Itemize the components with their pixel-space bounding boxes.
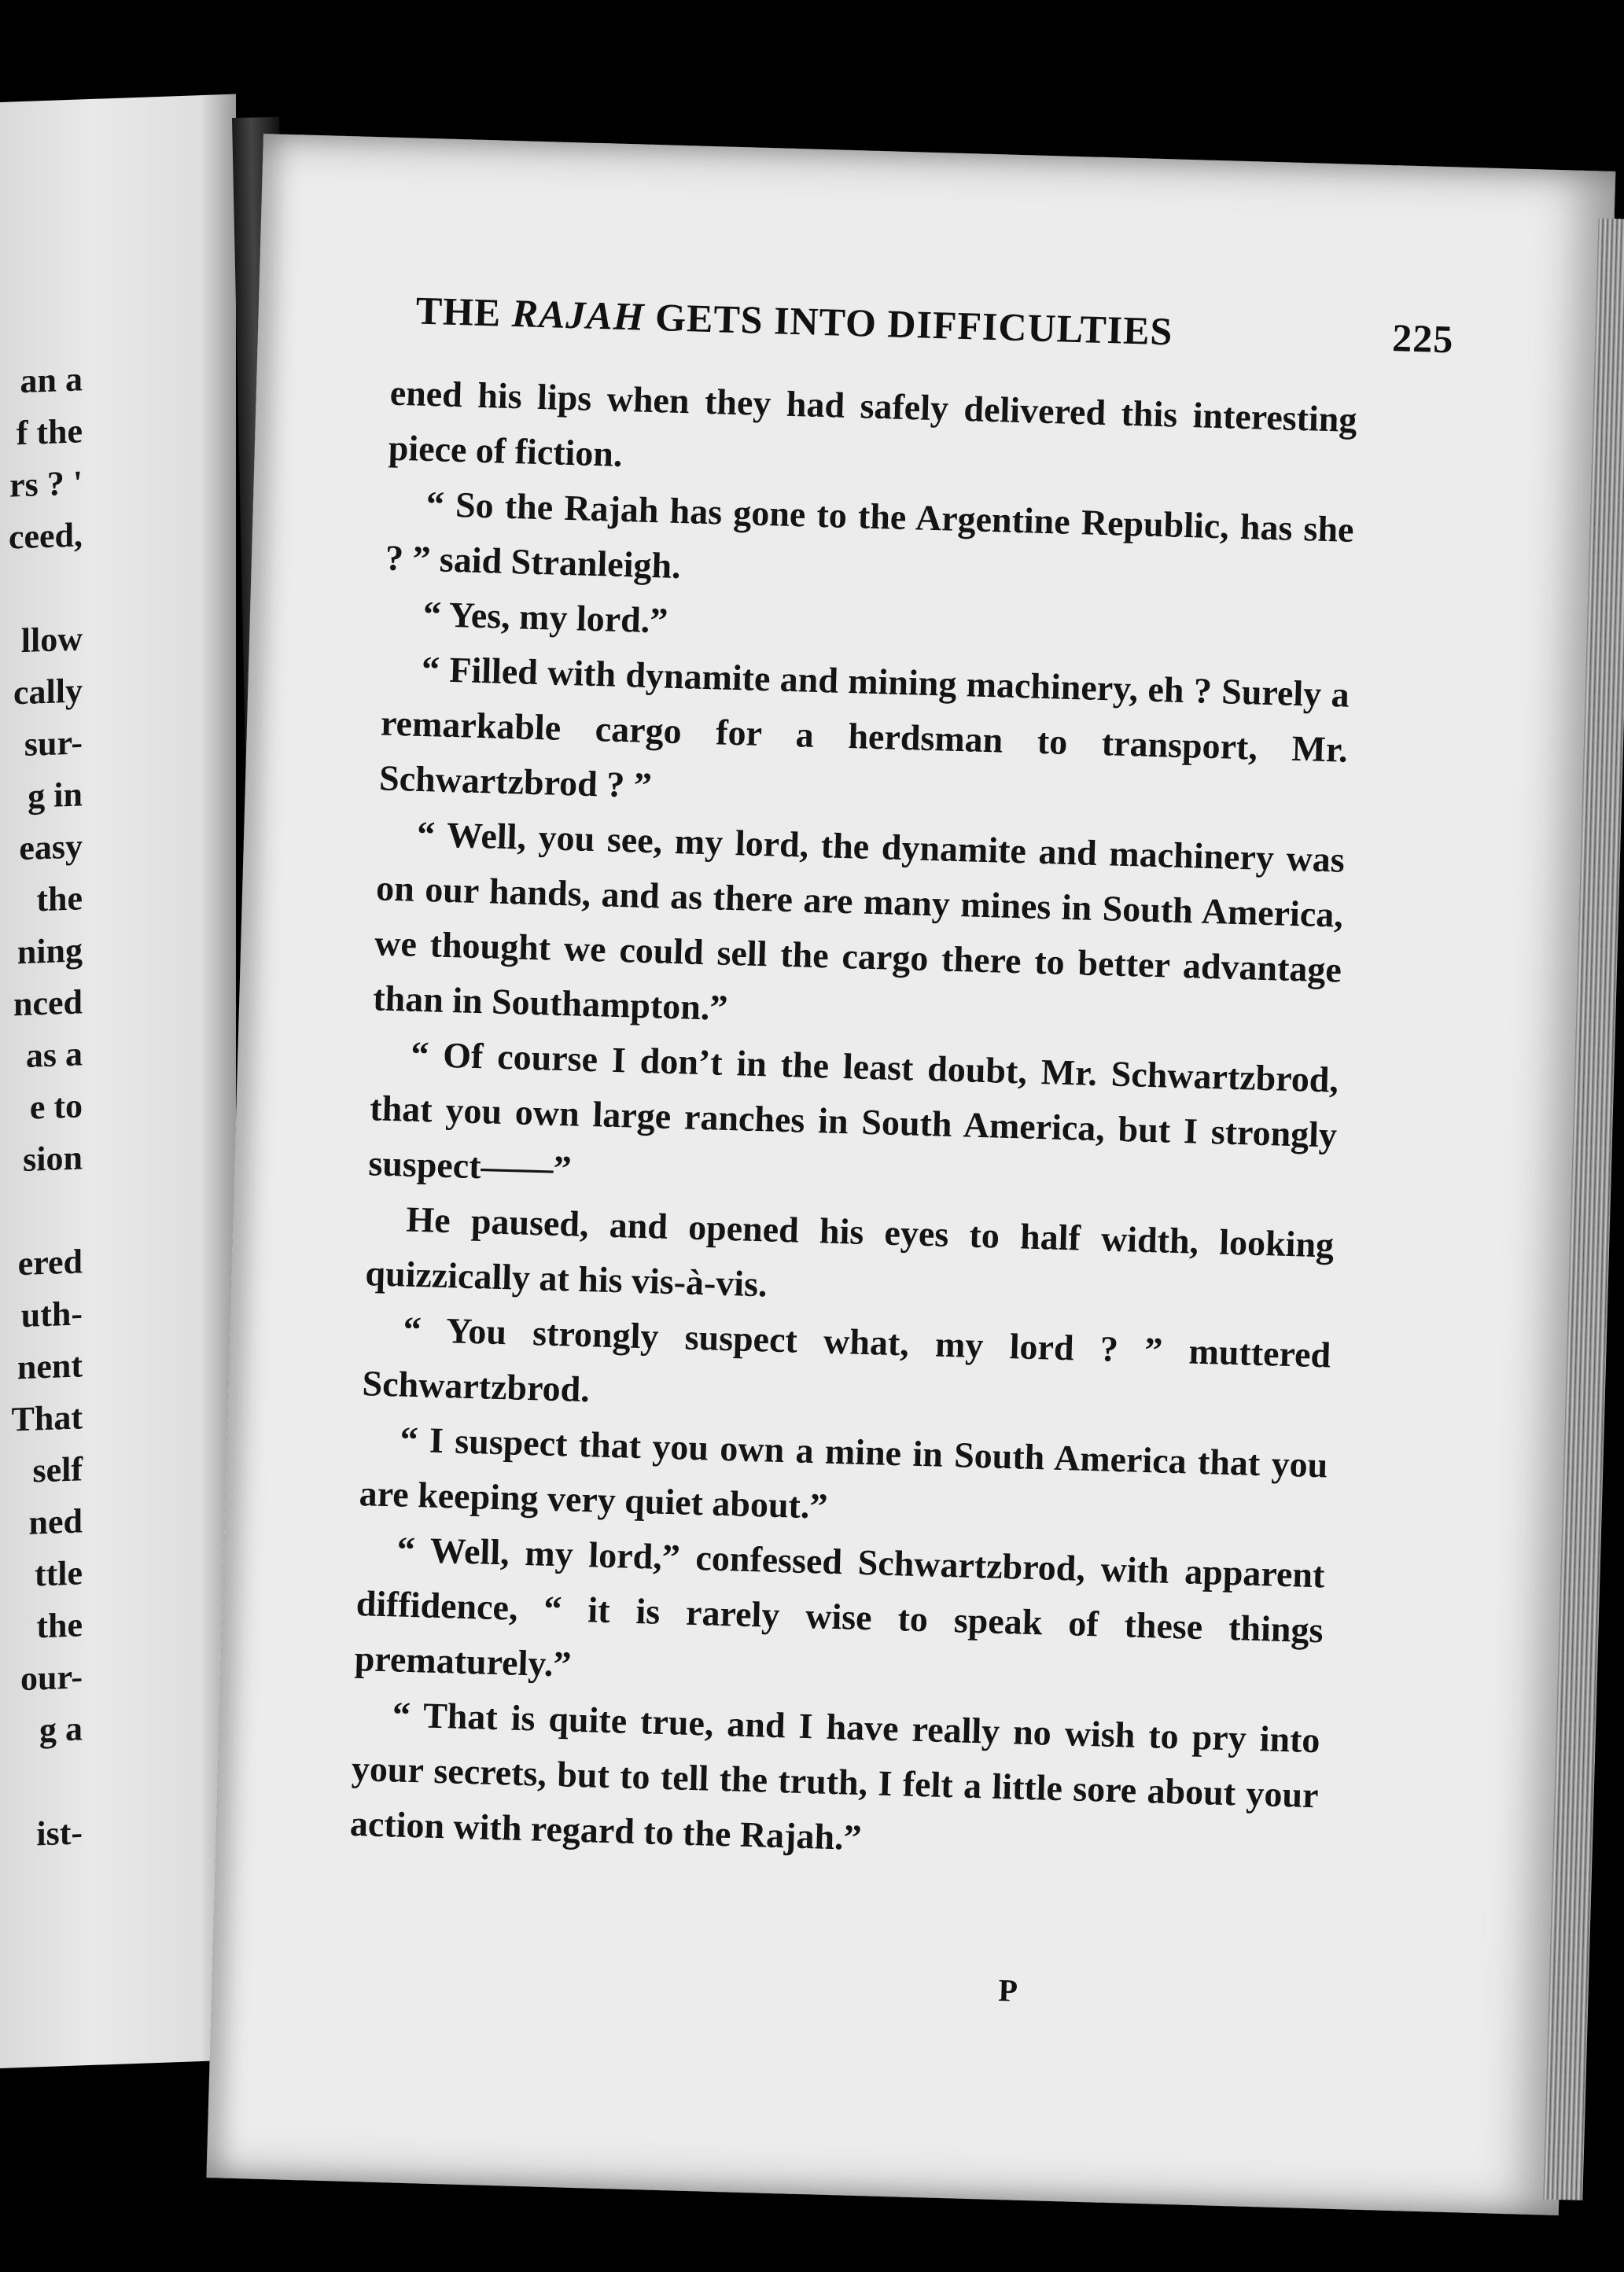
previous-page-line: sur- [24,723,83,764]
paragraph: “ I suspect that you own a mine in South America that you are keeping very quiet about.” [359,1419,1328,1526]
running-title [415,288,1173,355]
previous-page-line: e to [29,1086,83,1127]
previous-page-line: nent [17,1346,83,1387]
paragraph: “ Filled with dynamite and mining machinery, eh ? Surely a remarkable cargo for a herdsman to transport, Mr. Schwartzbrod ? ” [378,648,1350,806]
paragraph: “ You strongly suspect what, my lord ? ” muttered Schwartzbrod. [361,1309,1331,1410]
running-header [415,288,1454,363]
title-suffix: GETS INTO DIFFICULTIES [643,294,1174,354]
previous-page-line: ceed, [8,515,83,557]
previous-page-line: easy [19,827,83,868]
previous-page-line: our- [20,1657,83,1699]
paragraph: “ Well, my lord,” confessed Schwartzbrod, with apparent diffidence, “ it is rarely wise to speak of these things prematurely.” [354,1529,1326,1685]
paragraph: He paused, and opened his eyes to half width, looking quizzically at his vis-à-vis. [364,1199,1335,1305]
paragraph: “ Well, you see, my lord, the dynamite and machinery was on our hands, and as there are many mines in South America, we thought we could sell the cargo there to better advantage than in Southampton.” [372,813,1346,1028]
previous-page-line: ist- [36,1813,83,1854]
previous-page-line: the [36,1605,83,1646]
page-number: 225 [1391,315,1455,362]
paragraph: “ So the Rajah has gone to the Argentine Republic, has she ? ” said Stranleigh. [385,483,1355,587]
paragraph: “ Of course I don’t in the least doubt, Mr. Schwartzbrod, that you own large ranches in South America, but I strongly suspect——” [367,1033,1339,1189]
paragraph: “ Yes, my lord.” [422,593,668,641]
previous-page-text [0,354,236,1854]
previous-page-line: self [32,1449,83,1490]
previous-page-line: sion [23,1138,83,1179]
previous-page-line: g in [28,775,83,816]
previous-page-line: nced [13,982,83,1024]
previous-page-line [0,1760,83,1768]
previous-page-line: the [36,878,83,919]
previous-page-line [0,566,83,574]
previous-page-line: ning [17,930,83,972]
previous-page-line: as a [25,1034,83,1075]
paragraph: “ That is quite true, and I have really no wish to pry into your secrets, but to tell the truth, I felt a little sore about your action with regard to the Rajah.” [349,1694,1321,1858]
previous-page [0,94,236,2068]
previous-page-line: f the [16,411,83,453]
title-prefix: THE [415,288,513,335]
page-edges [1543,218,1624,2200]
previous-page-line [0,1189,83,1197]
book-page [206,134,1615,2215]
previous-page-line: an a [20,359,83,401]
previous-page-line: ned [28,1501,83,1542]
signature-mark: P [997,1972,1018,2009]
previous-page-line: uth- [20,1294,83,1335]
paragraph: ened his lips when they had safely delivered this interesting piece of fiction. [388,372,1358,474]
previous-page-line: ttle [34,1553,83,1594]
title-ship-name: RAJAH [511,290,646,339]
previous-page-line: That [11,1397,83,1439]
previous-page-line: ered [17,1242,83,1283]
previous-page-line: llow [20,619,83,661]
previous-page-line: cally [13,671,83,713]
previous-page-line: g a [39,1709,83,1750]
previous-page-line: rs ? ' [9,463,83,505]
body-text [349,366,1357,1879]
